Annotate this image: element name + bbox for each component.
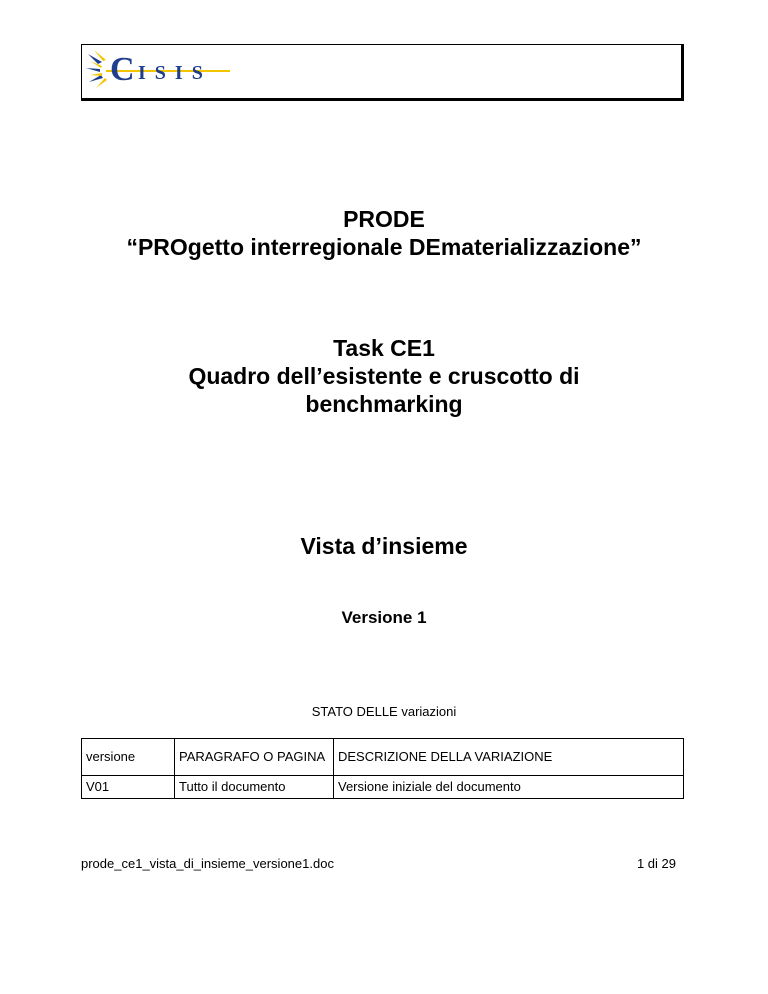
title-line-2: “PROgetto interregionale DEmaterializzazione” (126, 234, 642, 260)
table-header-cell: PARAGRAFO O PAGINA (175, 739, 334, 776)
logo-letter-c: C (110, 51, 135, 88)
task-line-1: Task CE1 (333, 335, 435, 361)
footer-filename: prode_ce1_vista_di_insieme_versione1.doc (81, 856, 334, 871)
document-subtitle: Vista d’insieme (300, 533, 468, 559)
changes-table (81, 738, 684, 799)
title-line-1: PRODE (343, 206, 425, 232)
table-cell: V01 (82, 776, 175, 799)
task-line-3: benchmarking (305, 391, 463, 417)
footer-page-number: 1 di 29 (636, 856, 676, 871)
logo-letters: ISIS (138, 62, 212, 84)
document-title (0, 205, 768, 261)
version-label: Versione 1 (341, 608, 427, 627)
task-title (0, 334, 768, 418)
table-cell: Tutto il documento (175, 776, 334, 799)
table-header-row (82, 739, 684, 776)
table-row (82, 776, 684, 799)
cisis-logo (86, 48, 236, 94)
task-line-2: Quadro dell’esistente e cruscotto di (188, 363, 580, 389)
header-logo-box (81, 44, 684, 101)
table-cell: Versione iniziale del documento (334, 776, 684, 799)
table-header-cell: versione (82, 739, 175, 776)
changes-heading: STATO DELLE variazioni (311, 704, 457, 719)
table-header-cell: DESCRIZIONE DELLA VARIAZIONE (334, 739, 684, 776)
